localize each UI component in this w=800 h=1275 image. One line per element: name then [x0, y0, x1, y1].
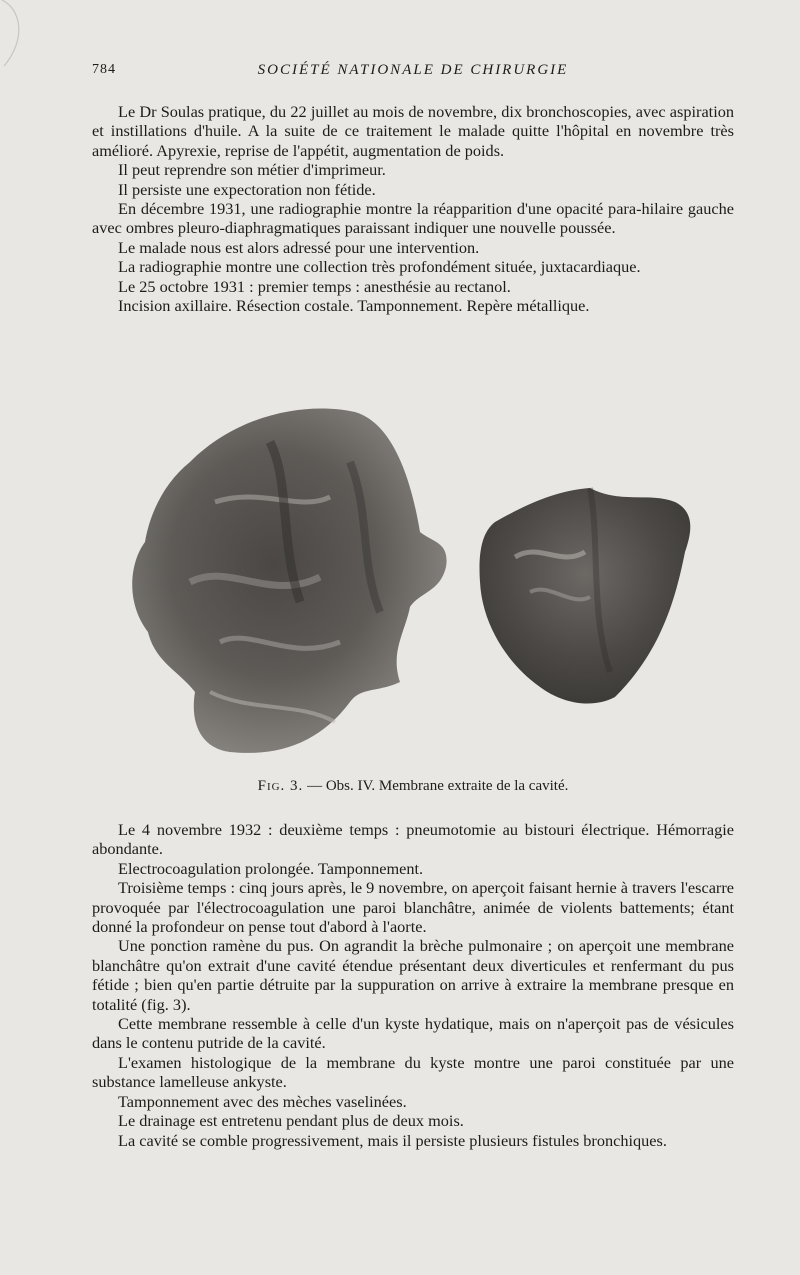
page-edge-mark	[0, 0, 30, 70]
paragraph: Tamponnement avec des mèches vaselinées.	[118, 1091, 407, 1111]
specimen-photo	[120, 392, 700, 762]
paragraph: Cette membrane ressemble à celle d'un kyste hydatique, mais on n'aperçoit pas de vésicules dans le contenu putride de la cavité.	[92, 1014, 734, 1053]
paragraph: La cavité se comble progressivement, mais il persiste plusieurs fistules bronchiques.	[118, 1130, 667, 1150]
running-header	[92, 62, 734, 84]
page-number: 784	[92, 62, 116, 77]
paragraph: Le malade nous est alors adressé pour une intervention.	[118, 237, 480, 257]
paragraph: Troisième temps : cinq jours après, le 9 novembre, on aperçoit faisant hernie à travers l'escarre provoquée par l'électrocoagulation une paroi blanchâtre, animée de violents battements; étant donné la profondeur on pense tout d'abord à l'aorte.	[92, 878, 734, 937]
figure-label: Fig. 3.	[257, 778, 304, 794]
paragraph: En décembre 1931, une radiographie montre la réapparition d'une opacité para-hilaire gauche avec ombres pleuro-diaphragmatiques paraissant indiquer une nouvelle poussée.	[92, 199, 734, 238]
paragraph: Il persiste une expectoration non fétide.	[118, 179, 376, 199]
running-title: SOCIÉTÉ NATIONALE DE CHIRURGIE	[257, 62, 569, 78]
figure-photograph	[120, 392, 700, 762]
membrane-specimen-right	[480, 488, 691, 704]
paragraph: Incision axillaire. Résection costale. Tamponnement. Repère métallique.	[118, 296, 590, 316]
paragraph: Il peut reprendre son métier d'imprimeur.	[118, 160, 386, 180]
paragraph: L'examen histologique de la membrane du kyste montre une paroi constituée par une substance lamelleuse ankyste.	[92, 1052, 734, 1092]
text-block-top	[92, 102, 734, 315]
text-block-bottom	[92, 820, 734, 1150]
paragraph: Le 25 octobre 1931 : premier temps : anesthésie au rectanol.	[118, 276, 511, 296]
paragraph: Le drainage est entretenu pendant plus de deux mois.	[118, 1111, 464, 1131]
paragraph: La radiographie montre une collection très profondément située, juxtacardiaque.	[118, 257, 641, 277]
paragraph: Le 4 novembre 1932 : deuxième temps : pneumotomie au bistouri électrique. Hémorragie abondante.	[92, 820, 734, 859]
figure-caption-text: — Obs. IV. Membrane extraite de la cavité.	[303, 778, 569, 794]
paragraph: Une ponction ramène du pus. On agrandit la brèche pulmonaire ; on aperçoit une membrane blanchâtre qu'on extrait d'une cavité étendue présentant deux diverticules et renfermant du pus fétide ; bien qu'en partie détruite par la suppuration on arrive à extraire la membrane presque en totalité (fig. 3).	[92, 936, 734, 1014]
paragraph: Electrocoagulation prolongée. Tamponnement.	[118, 858, 424, 878]
paragraph: Le Dr Soulas pratique, du 22 juillet au mois de novembre, dix bronchoscopies, avec aspiration et instillations d'huile. A la suite de ce traitement le malade quitte l'hôpital en novembre très amélioré. Apyrexie, reprise de l'appétit, augmentation de poids.	[92, 102, 734, 160]
figure-caption	[92, 778, 734, 795]
membrane-specimen-left	[132, 409, 446, 753]
